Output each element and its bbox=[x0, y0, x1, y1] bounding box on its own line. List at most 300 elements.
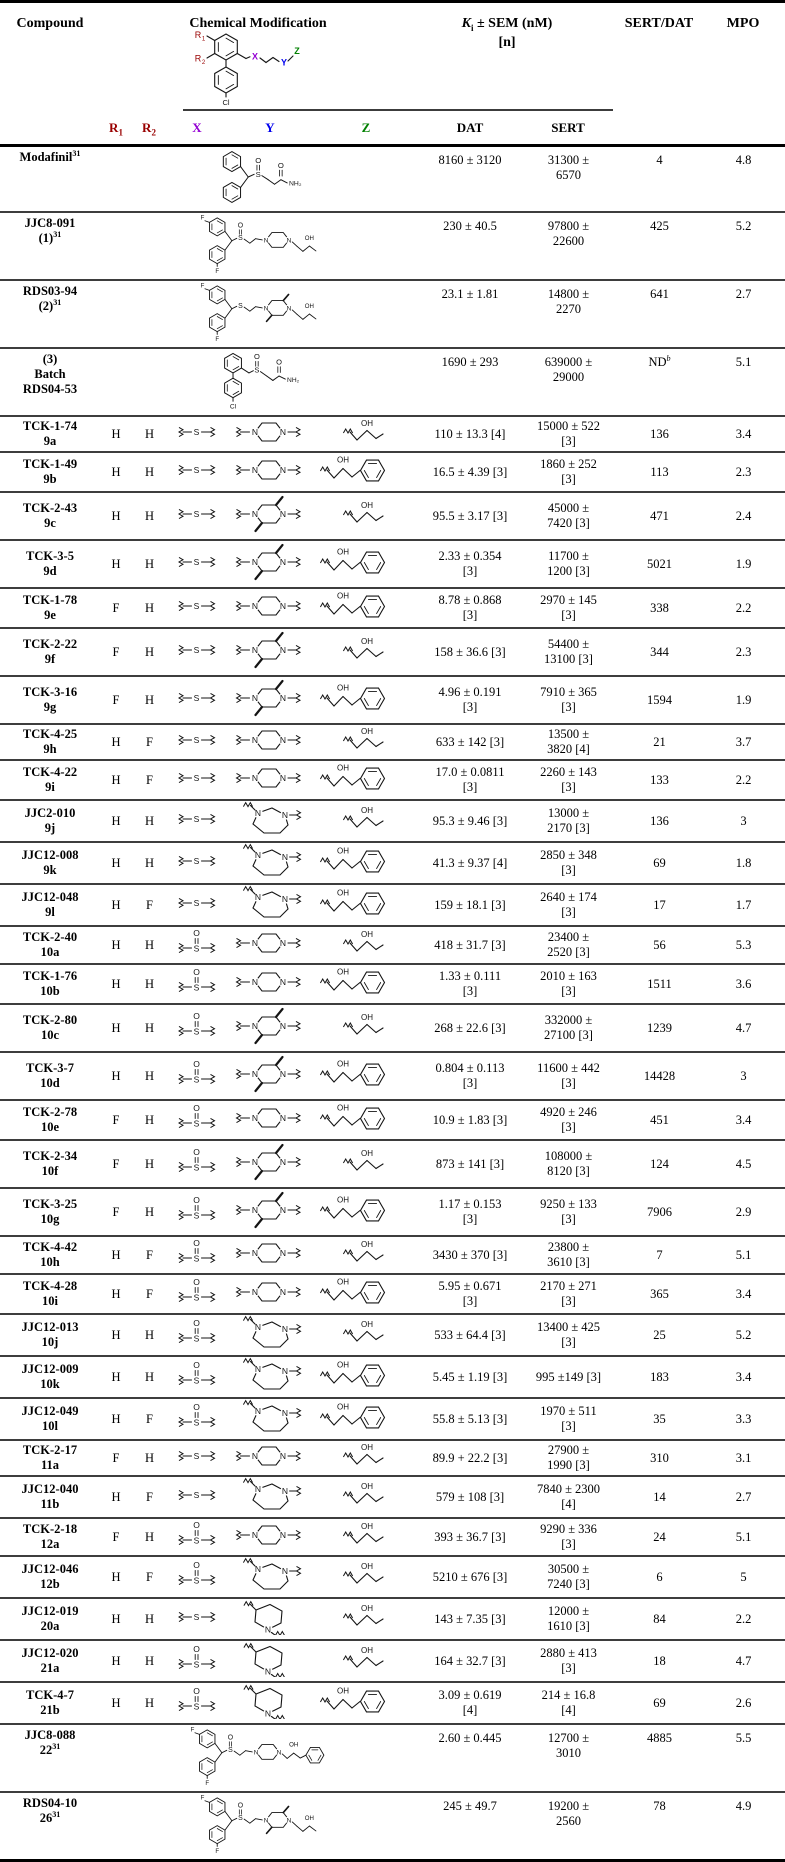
mpo-score: 4.5 bbox=[735, 1156, 752, 1171]
table-row bbox=[0, 1187, 785, 1235]
sert-dat-ratio: 471 bbox=[650, 508, 669, 523]
z-group-structure bbox=[341, 1520, 393, 1554]
homopiperazine-ring-structure bbox=[236, 1315, 304, 1351]
dimethylpiperazine-ring-structure bbox=[234, 1141, 306, 1183]
homopiperazine-ring-structure bbox=[236, 843, 304, 879]
svg-text:O: O bbox=[193, 1238, 200, 1248]
hydroxypropyl-structure bbox=[341, 1318, 393, 1348]
z-group-structure bbox=[319, 1358, 415, 1396]
table-row bbox=[0, 1139, 785, 1187]
compound-name: JJC12-048 9l bbox=[21, 890, 79, 919]
z-group-structure bbox=[341, 804, 393, 838]
svg-text:OH: OH bbox=[360, 1604, 373, 1613]
r1-substituent: H bbox=[111, 734, 121, 749]
svg-text:OH: OH bbox=[336, 1103, 349, 1113]
x-group-structure bbox=[175, 1010, 219, 1046]
mpo-score: 3.1 bbox=[735, 1450, 752, 1465]
svg-text:S: S bbox=[193, 856, 200, 866]
x-group-structure bbox=[175, 849, 219, 877]
x-group-structure bbox=[175, 1444, 219, 1472]
mpo-score: 5.1 bbox=[735, 1247, 752, 1262]
dat-ki-value: 16.5 ± 4.39 [3] bbox=[432, 464, 508, 479]
y-group-structure bbox=[234, 928, 306, 962]
r1-substituent: H bbox=[111, 1369, 121, 1384]
piperazine-ring-structure bbox=[234, 1441, 306, 1471]
svg-text:OH: OH bbox=[336, 1059, 349, 1069]
x-group-structure bbox=[175, 891, 219, 919]
r1-substituent: F bbox=[112, 1204, 120, 1219]
x-group-structure bbox=[175, 1605, 219, 1633]
table-row bbox=[0, 799, 785, 841]
compound-name: TCK-2-40 10a bbox=[22, 930, 78, 959]
svg-text:N: N bbox=[279, 1451, 287, 1461]
compound-name: TCK-1-76 10b bbox=[22, 969, 78, 998]
sert-dat-ratio: 5021 bbox=[647, 556, 672, 571]
hydroxyphenylpropyl-structure bbox=[319, 1057, 415, 1091]
svg-text:N: N bbox=[281, 1366, 289, 1376]
svg-text:R: R bbox=[194, 53, 202, 64]
z-group-structure bbox=[319, 761, 415, 799]
sert-dat-ratio: 25 bbox=[653, 1327, 666, 1342]
table-row bbox=[0, 1681, 785, 1723]
mpo-score: 4.9 bbox=[735, 1799, 752, 1813]
homopiperazine-ring-structure bbox=[236, 1477, 304, 1513]
svg-text:S: S bbox=[193, 601, 200, 611]
svg-text:O: O bbox=[276, 357, 283, 367]
sert-dat-ratio: 35 bbox=[653, 1411, 666, 1426]
dat-ki-value: 89.9 + 22.2 [3] bbox=[432, 1450, 508, 1465]
compound-name: TCK-3-16 9g bbox=[22, 685, 78, 714]
x-group-structure bbox=[175, 966, 219, 1002]
hydroxyphenylpropyl-structure bbox=[319, 1684, 415, 1718]
svg-text:OH: OH bbox=[360, 1443, 373, 1452]
compound-name: TCK-2-18 12a bbox=[22, 1522, 78, 1551]
svg-text:S: S bbox=[256, 169, 262, 179]
sert-dat-ratio: 1511 bbox=[647, 976, 672, 991]
r1-substituent: H bbox=[111, 1286, 121, 1301]
svg-text:N: N bbox=[263, 1817, 269, 1825]
sert-ki-value: 27900 ± 1990 [3] bbox=[547, 1443, 590, 1472]
y-group-structure bbox=[236, 1557, 304, 1597]
sert-dat-ratio: 451 bbox=[650, 1112, 669, 1127]
r1-substituent: F bbox=[112, 644, 120, 659]
z-group-structure bbox=[341, 1560, 393, 1594]
svg-text:N: N bbox=[264, 1708, 272, 1719]
compound-structure bbox=[196, 1793, 325, 1859]
sert-ki-value: 639000 ± 29000 bbox=[544, 355, 593, 384]
svg-text:S: S bbox=[193, 943, 200, 954]
svg-text:S: S bbox=[193, 898, 200, 908]
svg-text:OH: OH bbox=[360, 1646, 373, 1655]
r1-substituent: H bbox=[111, 1489, 121, 1504]
y-group-structure bbox=[234, 967, 306, 1001]
sert-ki-value: 332000 ± 27100 [3] bbox=[544, 1013, 593, 1042]
hydroxypropyl-structure bbox=[341, 928, 393, 958]
svg-text:O: O bbox=[193, 928, 200, 938]
z-group-structure bbox=[319, 453, 415, 491]
x-group-structure bbox=[175, 1058, 219, 1094]
table-row bbox=[0, 587, 785, 627]
svg-text:N: N bbox=[251, 1021, 259, 1031]
r1-substituent: H bbox=[111, 1411, 121, 1426]
svg-text:N: N bbox=[251, 938, 259, 948]
x-group-structure bbox=[175, 1643, 219, 1679]
z-group-structure bbox=[341, 499, 393, 533]
svg-text:S: S bbox=[193, 1701, 200, 1712]
r1-substituent: H bbox=[111, 1020, 121, 1035]
svg-text:OH: OH bbox=[336, 1195, 349, 1205]
svg-text:N: N bbox=[251, 557, 259, 567]
y-group-structure bbox=[236, 1357, 304, 1397]
svg-text:OH: OH bbox=[360, 1482, 373, 1491]
compound-name: RDS04-10 $26^{31}$ bbox=[22, 1796, 78, 1825]
dat-ki-value: 41.3 ± 9.37 [4] bbox=[432, 855, 508, 870]
compound-name: JJC12-013 10j bbox=[21, 1320, 79, 1349]
piperazine-ring-structure bbox=[234, 725, 306, 755]
compound-name: TCK-1-49 9b bbox=[22, 457, 78, 486]
dat-ki-value: 1.33 ± 0.111 [3] bbox=[438, 969, 502, 998]
dat-ki-value: 418 ± 31.7 [3] bbox=[434, 937, 506, 952]
compound-name: JJC12-040 11b bbox=[21, 1482, 79, 1511]
svg-text:OH: OH bbox=[360, 1013, 373, 1022]
z-group-structure bbox=[341, 1147, 393, 1181]
svg-text:N: N bbox=[251, 645, 259, 655]
piperazine-ring-structure bbox=[234, 1520, 306, 1550]
svg-text:OH: OH bbox=[336, 1277, 349, 1287]
hydroxyphenylpropyl-structure bbox=[319, 965, 415, 999]
svg-text:OH: OH bbox=[288, 1741, 299, 1749]
sulfoxide-linker-structure bbox=[175, 927, 219, 959]
sulfoxide-linker-structure bbox=[175, 1559, 219, 1591]
x-group-structure bbox=[175, 1401, 219, 1437]
piperazine-ring-structure bbox=[234, 591, 306, 621]
svg-text:OH: OH bbox=[360, 501, 373, 510]
svg-text:N: N bbox=[279, 977, 287, 987]
dat-ki-value: 110 ± 13.3 [4] bbox=[434, 426, 506, 441]
jjc8-091-structure bbox=[196, 213, 325, 275]
sulfide-linker-structure bbox=[175, 849, 219, 873]
svg-text:S: S bbox=[193, 1118, 200, 1129]
svg-text:X: X bbox=[251, 51, 259, 62]
homopiperazine-ring-structure bbox=[236, 885, 304, 921]
svg-text:N: N bbox=[281, 852, 289, 862]
svg-text:N: N bbox=[264, 1666, 272, 1677]
mpo-score: 5.2 bbox=[735, 1327, 752, 1342]
sert-dat-ratio: 425 bbox=[650, 219, 669, 233]
table-header bbox=[0, 3, 785, 147]
svg-text:OH: OH bbox=[336, 888, 349, 898]
table-row bbox=[0, 1639, 785, 1681]
y-group-structure bbox=[234, 1520, 306, 1554]
sulfide-linker-structure bbox=[175, 766, 219, 790]
svg-text:N: N bbox=[279, 557, 287, 567]
svg-text:S: S bbox=[193, 1451, 200, 1461]
compound-structure bbox=[186, 1725, 334, 1791]
mpo-score: 1.9 bbox=[735, 692, 752, 707]
x-group-structure bbox=[175, 1359, 219, 1395]
mpo-score: 2.3 bbox=[735, 644, 752, 659]
sert-ki-value: 30500 ± 7240 [3] bbox=[547, 1562, 590, 1591]
r1-substituent: H bbox=[111, 464, 121, 479]
sulfoxide-linker-structure bbox=[175, 1401, 219, 1433]
compound-name: RDS03-94 $(2)^{31}$ bbox=[22, 284, 78, 313]
x-group-structure bbox=[175, 1519, 219, 1555]
col-header-chemical-modification: Chemical Modification bbox=[189, 16, 327, 31]
sulfoxide-linker-structure bbox=[175, 966, 219, 998]
z-group-structure bbox=[319, 1101, 415, 1139]
mpo-score: 2.7 bbox=[735, 287, 752, 301]
table-row bbox=[0, 1517, 785, 1555]
svg-text:Cl: Cl bbox=[222, 98, 230, 107]
compound-name: TCK-3-7 10d bbox=[26, 1061, 74, 1090]
dat-ki-value: 17.0 ± 0.0811 [3] bbox=[435, 765, 505, 794]
svg-text:Y: Y bbox=[280, 57, 288, 68]
z-group-structure bbox=[341, 1602, 393, 1636]
sert-dat-ratio: 1239 bbox=[647, 1020, 672, 1035]
compound-name: JJC12-049 10l bbox=[21, 1404, 79, 1433]
hydroxypropyl-structure bbox=[341, 1644, 393, 1674]
mpo-score: 5.5 bbox=[735, 1731, 752, 1745]
svg-text:S: S bbox=[193, 982, 200, 993]
svg-text:NH₂: NH₂ bbox=[289, 180, 302, 188]
table-row bbox=[0, 1723, 785, 1791]
svg-text:N: N bbox=[279, 938, 287, 948]
svg-text:N: N bbox=[279, 645, 287, 655]
svg-text:N: N bbox=[251, 509, 259, 519]
sulfide-linker-structure bbox=[175, 502, 219, 526]
sert-ki-value: 12700 ± 3010 bbox=[547, 1731, 590, 1760]
svg-text:F: F bbox=[200, 214, 204, 222]
svg-text:S: S bbox=[237, 303, 243, 311]
r1-substituent: H bbox=[111, 1068, 121, 1083]
r2-substituent: H bbox=[144, 813, 155, 828]
svg-text:N: N bbox=[279, 735, 287, 745]
mpo-score: 2.2 bbox=[735, 600, 752, 615]
svg-text:N: N bbox=[279, 1287, 287, 1297]
sert-ki-value: 11600 ± 442 [3] bbox=[537, 1061, 600, 1090]
svg-text:N: N bbox=[251, 1451, 259, 1461]
sulfide-linker-structure bbox=[175, 1605, 219, 1629]
piperazine-ring-structure bbox=[234, 455, 306, 485]
sulfide-linker-structure bbox=[175, 1483, 219, 1507]
y-group-structure bbox=[234, 763, 306, 797]
sert-dat-ratio: 6 bbox=[656, 1569, 663, 1584]
table-row bbox=[0, 1313, 785, 1355]
table-row bbox=[0, 1099, 785, 1139]
dat-ki-value: 3.09 ± 0.619 [4] bbox=[438, 1688, 502, 1717]
sulfoxide-linker-structure bbox=[175, 1058, 219, 1090]
compound-name: TCK-4-28 10i bbox=[22, 1279, 78, 1308]
sert-ki-value: 19200 ± 2560 bbox=[547, 1799, 590, 1828]
r2-substituent: H bbox=[144, 1653, 155, 1668]
z-group-structure bbox=[319, 1193, 415, 1231]
svg-text:OH: OH bbox=[360, 727, 373, 736]
r2-substituent: H bbox=[144, 1156, 155, 1171]
r2-substituent: H bbox=[144, 508, 155, 523]
svg-text:S: S bbox=[254, 365, 260, 375]
table-row bbox=[0, 451, 785, 491]
y-group-structure bbox=[234, 1141, 306, 1187]
svg-text:OH: OH bbox=[304, 302, 314, 310]
svg-text:N: N bbox=[286, 237, 291, 245]
sert-ki-value: 1860 ± 252 [3] bbox=[540, 457, 597, 486]
sert-ki-value: 13400 ± 425 [3] bbox=[536, 1320, 601, 1349]
z-group-structure bbox=[319, 1400, 415, 1438]
svg-text:N: N bbox=[251, 1069, 259, 1079]
sert-ki-value: 31300 ± 6570 bbox=[547, 153, 590, 182]
r2-substituent: H bbox=[144, 1369, 155, 1384]
sert-dat-ratio: 338 bbox=[650, 600, 669, 615]
sert-ki-value: 2640 ± 174 [3] bbox=[540, 890, 597, 919]
table-row bbox=[0, 1555, 785, 1597]
svg-text:S: S bbox=[193, 1253, 200, 1264]
mpo-score: 3.4 bbox=[735, 426, 752, 441]
sert-dat-ratio: 17 bbox=[653, 897, 666, 912]
hydroxyphenylpropyl-structure bbox=[319, 589, 415, 623]
svg-text:S: S bbox=[193, 465, 200, 475]
svg-text:OH: OH bbox=[360, 806, 373, 815]
svg-text:F: F bbox=[200, 1794, 204, 1802]
sulfoxide-linker-structure bbox=[175, 1519, 219, 1551]
sub-header-x: X bbox=[192, 120, 202, 135]
x-group-structure bbox=[175, 638, 219, 666]
svg-text:Cl: Cl bbox=[230, 403, 237, 411]
table-row bbox=[0, 1235, 785, 1273]
svg-text:F: F bbox=[214, 1847, 219, 1855]
dat-ki-value: 2.33 ± 0.354 [3] bbox=[438, 549, 502, 578]
svg-text:N: N bbox=[251, 601, 259, 611]
compound-name: JJC12-008 9k bbox=[21, 848, 79, 877]
z-group-structure bbox=[341, 1318, 393, 1352]
sert-dat-ratio: 4 bbox=[656, 153, 663, 167]
dimethylpiperazine-ring-structure bbox=[234, 493, 306, 535]
x-group-structure bbox=[175, 686, 219, 714]
z-group-structure bbox=[341, 1238, 393, 1272]
mpo-score: 2.4 bbox=[735, 508, 752, 523]
compound-structure bbox=[210, 349, 309, 415]
y-group-structure bbox=[234, 629, 306, 675]
sulfide-linker-structure bbox=[175, 728, 219, 752]
r2-substituent: H bbox=[144, 1112, 155, 1127]
z-group-structure bbox=[319, 1275, 415, 1313]
r2-substituent: F bbox=[146, 734, 153, 749]
sert-ki-value: 14800 ± 2270 bbox=[547, 287, 590, 316]
y-group-structure bbox=[234, 1238, 306, 1272]
hydroxypropyl-structure bbox=[341, 635, 393, 665]
compound-name: TCK-2-17 11a bbox=[22, 1443, 78, 1472]
mpo-score: 4.8 bbox=[735, 153, 752, 167]
sert-ki-value: 23800 ± 3610 [3] bbox=[547, 1240, 590, 1269]
svg-text:S: S bbox=[193, 1074, 200, 1085]
mpo-score: 2.2 bbox=[735, 772, 752, 787]
svg-text:F: F bbox=[214, 335, 219, 343]
r2-substituent: H bbox=[144, 556, 155, 571]
hydroxyphenylpropyl-structure bbox=[319, 1358, 415, 1392]
sert-ki-value: 214 ± 16.8 [4] bbox=[541, 1688, 596, 1717]
sert-ki-value: 15000 ± 522 [3] bbox=[536, 419, 601, 448]
svg-text:N: N bbox=[281, 1408, 289, 1418]
hydroxyphenylpropyl-structure bbox=[319, 761, 415, 795]
table-row bbox=[0, 415, 785, 451]
svg-text:S: S bbox=[193, 1535, 200, 1546]
dimethylpiperazine-ring-structure bbox=[234, 1005, 306, 1047]
mpo-score: 2.7 bbox=[735, 1489, 752, 1504]
compound-name: TCK-4-7 21b bbox=[26, 1688, 74, 1717]
y-group-structure bbox=[234, 1441, 306, 1475]
dat-ki-value: 158 ± 36.6 [3] bbox=[434, 644, 506, 659]
dat-ki-value: 230 ± 40.5 bbox=[443, 219, 497, 233]
sert-ki-value: 13500 ± 3820 [4] bbox=[547, 727, 590, 756]
r1-substituent: H bbox=[111, 1327, 121, 1342]
svg-text:OH: OH bbox=[336, 683, 349, 693]
compound-structure bbox=[212, 148, 307, 210]
y-group-structure bbox=[236, 801, 304, 841]
rds03-94-structure bbox=[196, 281, 325, 343]
dat-ki-value: 4.96 ± 0.191 [3] bbox=[438, 685, 502, 714]
z-group-structure bbox=[319, 545, 415, 583]
sert-ki-value: 12000 ± 1610 [3] bbox=[547, 1604, 590, 1633]
table-row bbox=[0, 491, 785, 539]
r2-substituent: F bbox=[146, 1569, 153, 1584]
sert-ki-value: 11700 ± 1200 [3] bbox=[547, 549, 590, 578]
compound-name: TCK-2-43 9c bbox=[22, 501, 78, 530]
svg-text:OH: OH bbox=[336, 455, 349, 465]
svg-text:O: O bbox=[193, 1103, 200, 1113]
r1-substituent: F bbox=[112, 692, 120, 707]
r2-substituent: H bbox=[144, 1068, 155, 1083]
svg-text:O: O bbox=[193, 1360, 200, 1370]
compound-name: JJC12-020 21a bbox=[21, 1646, 79, 1675]
svg-text:N: N bbox=[254, 850, 262, 860]
compound-name: JJC8-091 $(1)^{31}$ bbox=[24, 216, 76, 245]
svg-text:S: S bbox=[193, 814, 200, 824]
dat-ki-value: 95.3 ± 9.46 [3] bbox=[432, 813, 508, 828]
compound-name: JJC12-046 12b bbox=[21, 1562, 79, 1591]
y-group-structure bbox=[236, 1477, 304, 1517]
svg-text:N: N bbox=[279, 1530, 287, 1540]
y-group-structure bbox=[234, 677, 306, 723]
svg-text:S: S bbox=[193, 1490, 200, 1500]
compound-name: TCK-3-5 9d bbox=[26, 549, 74, 578]
table-row bbox=[0, 1051, 785, 1099]
table-row bbox=[0, 759, 785, 799]
svg-text:O: O bbox=[193, 967, 200, 977]
table-row bbox=[0, 1273, 785, 1313]
sert-dat-ratio: 136 bbox=[650, 813, 669, 828]
sert-dat-ratio: 56 bbox=[653, 937, 666, 952]
z-group-structure bbox=[319, 589, 415, 627]
svg-text:S: S bbox=[193, 1659, 200, 1670]
z-group-structure bbox=[341, 928, 393, 962]
mpo-score: 3.4 bbox=[735, 1369, 752, 1384]
svg-text:N: N bbox=[263, 305, 269, 313]
compound-name: TCK-3-25 10g bbox=[22, 1197, 78, 1226]
piperazine-ring-structure bbox=[234, 967, 306, 997]
r2-substituent: H bbox=[144, 1611, 155, 1626]
z-group-structure bbox=[341, 725, 393, 759]
x-group-structure bbox=[175, 1102, 219, 1138]
x-group-structure bbox=[175, 502, 219, 530]
r2-substituent: H bbox=[144, 1204, 155, 1219]
table-row bbox=[0, 963, 785, 1003]
table-row bbox=[0, 1791, 785, 1859]
piperazine-ring-structure bbox=[234, 763, 306, 793]
compound-structure bbox=[196, 281, 325, 347]
sulfoxide-linker-structure bbox=[175, 1237, 219, 1269]
mpo-score: 1.9 bbox=[735, 556, 752, 571]
z-group-structure bbox=[341, 417, 393, 451]
svg-text:OH: OH bbox=[360, 930, 373, 939]
